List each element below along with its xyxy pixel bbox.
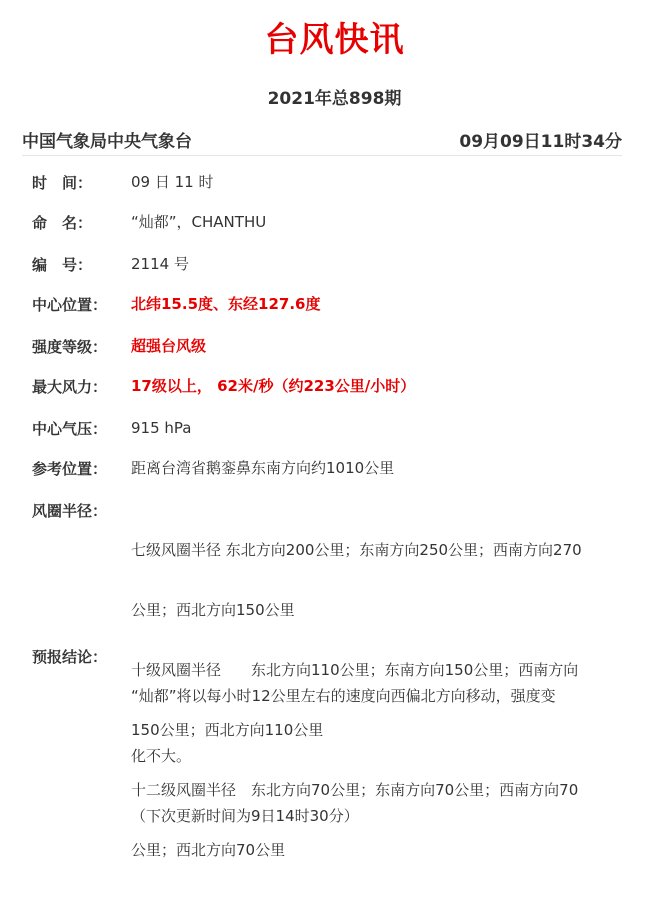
forecast-line: “灿都”将以每小时12公里左右的速度向西偏北方向移动，强度变 (131, 687, 556, 705)
wind-radius-line: 十二级风圈半径 东北方向70公里；东南方向70公里；西南方向70 (131, 781, 579, 799)
divider (22, 155, 622, 156)
field-label: 参考位置： (32, 460, 108, 478)
wind-radius-line: 十级风圈半径 东北方向110公里；东南方向150公里；西南方向 (131, 661, 579, 679)
field-label: 中心位置： (32, 296, 108, 314)
field-value: 09 日 11 时 (131, 173, 214, 191)
wind-radius-line: 公里；西北方向70公里 (131, 841, 286, 859)
issue-datetime: 09月09日11时34分 (459, 132, 622, 152)
field-value: 2114 号 (131, 255, 189, 273)
agency-name: 中国气象局中央气象台 (22, 132, 192, 152)
wind-radius-line: 公里；西北方向150公里 (131, 601, 295, 619)
field-value: 915 hPa (131, 419, 192, 437)
field-label: 风圈半径： (32, 502, 108, 520)
field-label: 最大风力： (32, 378, 108, 396)
field-label: 编 号： (32, 256, 93, 274)
wind-radius-line: 七级风圈半径 东北方向200公里；东南方向250公里；西南方向270 (131, 541, 582, 559)
next-update-note: （下次更新时间为9日14时30分） (131, 807, 359, 825)
field-value (131, 646, 611, 866)
field-label: 时 间： (32, 174, 93, 192)
field-value: “灿都”，CHANTHU (131, 213, 267, 231)
wind-radius-line: 150公里；西北方向110公里 (131, 721, 324, 739)
forecast-line: 化不大。 (131, 747, 192, 765)
field-label: 命 名： (32, 214, 93, 232)
field-label: 中心气压： (32, 420, 108, 438)
issue-number: 2021年总898期 (267, 89, 402, 109)
field-value: 距离台湾省鹅銮鼻东南方向约1010公里 (131, 459, 395, 477)
field-value: 超强台风级 (131, 337, 207, 355)
field-value: 北纬15.5度、东经127.6度 (131, 295, 321, 313)
field-value: 17级以上， 62米/秒（约223公里/小时） (131, 377, 416, 395)
field-label: 预报结论： (32, 648, 108, 666)
bulletin-header (22, 127, 622, 152)
field-label: 强度等级： (32, 338, 108, 356)
page-title: 台风快讯 (264, 20, 405, 60)
